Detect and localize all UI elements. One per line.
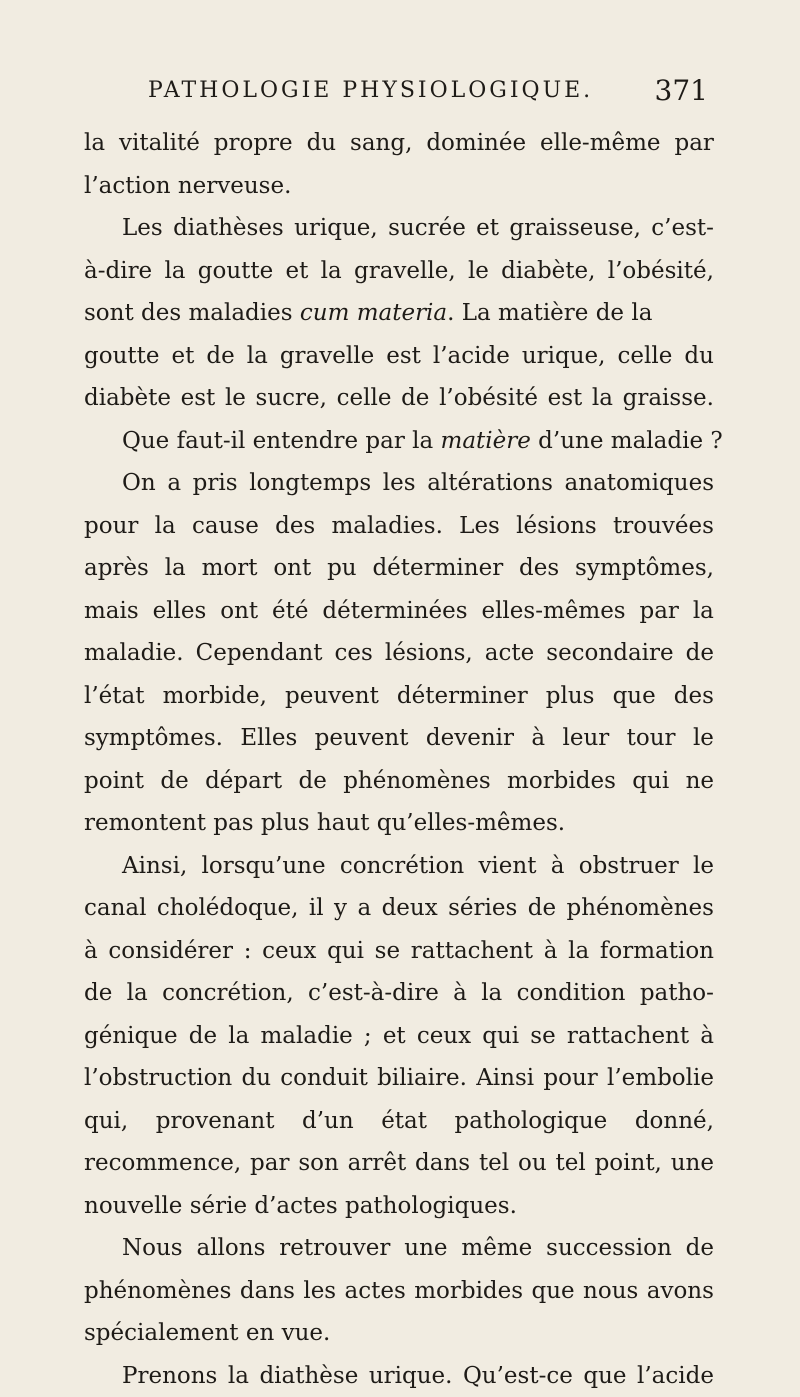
text-line-mixed (84, 292, 714, 335)
text-line: à considérer : ceux qui se rattachent à la formation (84, 930, 714, 973)
text-line: symptômes. Elles peuvent devenir à leur tour le (84, 717, 714, 760)
text-run: Que faut-il entendre par la (122, 428, 441, 454)
text-line: recommence, par son arrêt dans tel ou tel point, une (84, 1142, 714, 1185)
text-line: la vitalité propre du sang, dominée elle-même par (84, 122, 714, 165)
text-line: qui, provenant d’un état pathologique donné, (84, 1100, 714, 1143)
text-run: d’une maladie ? (531, 428, 723, 454)
text-line: phénomènes dans les actes morbides que nous avons (84, 1270, 714, 1313)
text-line: maladie. Cependant ces lésions, acte secondaire de (84, 632, 714, 675)
text-line: l’état morbide, peuvent déterminer plus que des (84, 675, 714, 718)
text-line: diabète est le sucre, celle de l’obésité est la graisse. (84, 377, 714, 420)
body-text (84, 122, 714, 1397)
text-line: pour la cause des maladies. Les lésions trouvées (84, 505, 714, 548)
text-line: de la concrétion, c’est-à-dire à la condition patho- (84, 972, 714, 1015)
italic-term: matière (441, 428, 531, 454)
text-line-mixed (84, 420, 714, 463)
running-head (148, 78, 708, 118)
text-line: point de départ de phénomènes morbides qui ne (84, 760, 714, 803)
running-title: PATHOLOGIE PHYSIOLOGIQUE. (148, 78, 593, 103)
text-line: nouvelle série d’actes pathologiques. (84, 1185, 714, 1228)
text-line: Ainsi, lorsqu’une concrétion vient à obstruer le (84, 845, 714, 888)
text-line: Nous allons retrouver une même succession de (84, 1227, 714, 1270)
text-line: Les diathèses urique, sucrée et graisseuse, c’est- (84, 207, 714, 250)
text-line: l’action nerveuse. (84, 165, 714, 208)
text-line: Prenons la diathèse urique. Qu’est-ce que l’acide (84, 1355, 714, 1397)
text-line: mais elles ont été déterminées elles-mêmes par la (84, 590, 714, 633)
text-run: . La matière de la (447, 300, 652, 326)
text-line: On a pris longtemps les altérations anatomiques (84, 462, 714, 505)
text-line: après la mort ont pu déterminer des symptômes, (84, 547, 714, 590)
page-number: 371 (655, 74, 708, 107)
text-line: goutte et de la gravelle est l’acide urique, celle du (84, 335, 714, 378)
text-line: remontent pas plus haut qu’elles-mêmes. (84, 802, 714, 845)
italic-term: cum materia (300, 300, 447, 326)
text-line: l’obstruction du conduit biliaire. Ainsi pour l’embolie (84, 1057, 714, 1100)
text-line: à-dire la goutte et la gravelle, le diabète, l’obésité, (84, 250, 714, 293)
text-run: sont des maladies (84, 300, 300, 326)
text-line: spécialement en vue. (84, 1312, 714, 1355)
text-line: génique de la maladie ; et ceux qui se rattachent à (84, 1015, 714, 1058)
text-line: canal cholédoque, il y a deux séries de phénomènes (84, 887, 714, 930)
